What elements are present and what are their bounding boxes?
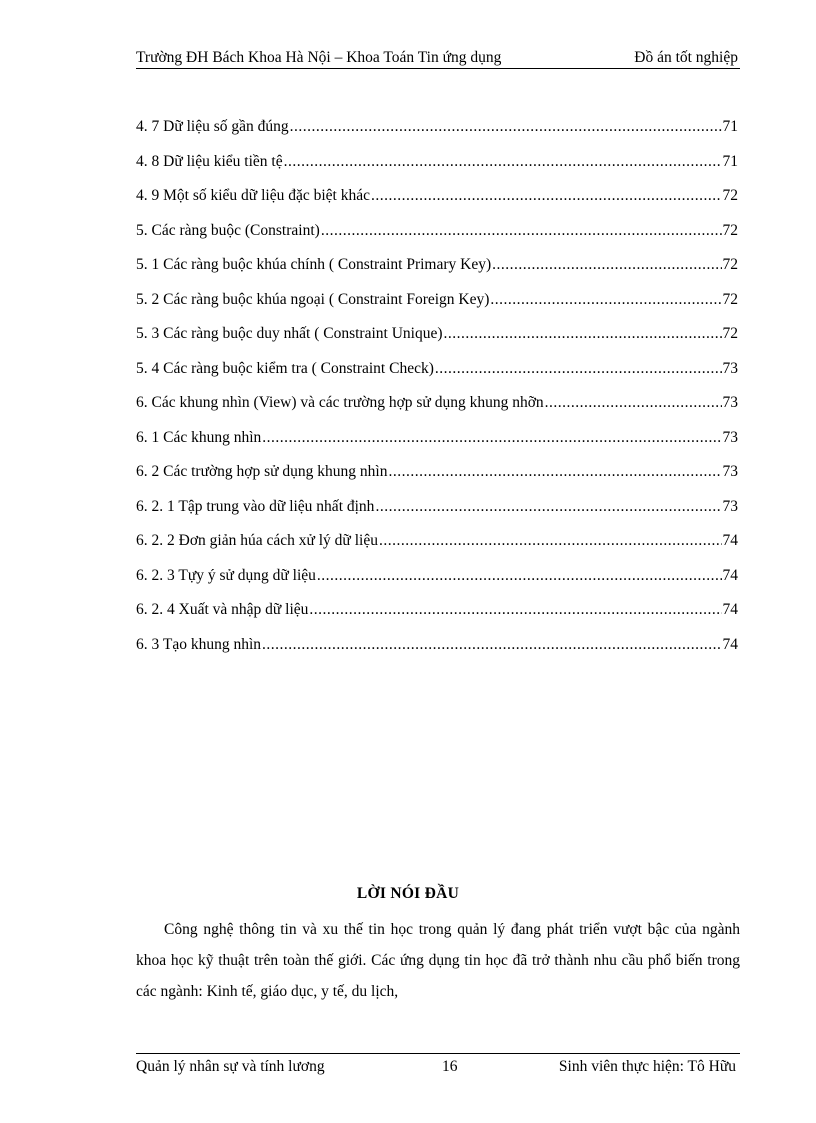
toc-entry-page: 71 <box>722 152 738 170</box>
toc-entry-title: 5. 2 Các ràng buộc khúa ngoại ( Constraint Foreign Key) <box>136 290 490 308</box>
toc-entry[interactable] <box>136 115 738 150</box>
page-header <box>136 48 740 69</box>
toc-entry[interactable] <box>136 357 738 392</box>
toc-entry-title: 6. 2. 2 Đơn giản húa cách xử lý dữ liệu <box>136 532 378 549</box>
toc-entry-page: 71 <box>722 118 738 135</box>
toc-leader <box>309 598 721 622</box>
toc-entry-title: 4. 8 Dữ liệu kiểu tiền tệ <box>136 152 283 170</box>
toc-entry[interactable] <box>136 391 738 426</box>
toc-entry-title: 5. 3 Các ràng buộc duy nhất ( Constraint Unique) <box>136 325 443 342</box>
table-of-contents <box>136 115 738 667</box>
page-number: 16 <box>442 1058 458 1075</box>
toc-entry[interactable] <box>136 495 738 530</box>
toc-entry-page: 72 <box>722 325 738 342</box>
toc-entry-title: 4. 9 Một số kiểu dữ liệu đặc biệt khác <box>136 187 370 204</box>
toc-entry-page: 73 <box>722 497 738 515</box>
toc-entry-page: 72 <box>722 256 738 273</box>
toc-entry-page: 73 <box>722 394 738 411</box>
header-doc-type: Đồ án tốt nghiệp <box>634 49 738 66</box>
toc-leader <box>490 288 721 312</box>
toc-leader <box>290 115 722 139</box>
toc-entry-page: 73 <box>722 463 738 480</box>
toc-entry-page: 72 <box>722 187 738 204</box>
toc-leader <box>545 391 722 415</box>
toc-entry-title: 5. Các ràng buộc (Constraint) <box>136 221 320 239</box>
toc-entry-title: 5. 1 Các ràng buộc khúa chính ( Constraint Primary Key) <box>136 256 492 273</box>
toc-entry-title: 5. 4 Các ràng buộc kiểm tra ( Constraint Check) <box>136 359 434 377</box>
toc-leader <box>284 150 722 174</box>
toc-leader <box>388 460 721 484</box>
toc-entry-title: 6. 2. 1 Tập trung vào dữ liệu nhất định <box>136 497 375 515</box>
toc-entry[interactable] <box>136 529 738 564</box>
toc-entry-page: 72 <box>722 221 738 239</box>
toc-entry[interactable] <box>136 426 738 461</box>
toc-entry-title: 6. Các khung nhìn (View) và các trường hợp sử dụng khung nhỡn <box>136 394 544 411</box>
toc-entry-page: 72 <box>722 290 738 308</box>
toc-entry[interactable] <box>136 253 738 288</box>
intro-paragraph: Công nghệ thông tin và xu thế tin học trong quản lý đang phát triển vượt bậc của ngành khoa học kỹ thuật trên toàn thế giới. Các ứng dụng tin học đã trở thành nhu cầu phổ biến trong các ngành: Kinh tế, giáo dục, y tế, du lịch, <box>136 921 740 1000</box>
toc-entry[interactable] <box>136 288 738 323</box>
toc-entry-page: 74 <box>722 532 738 549</box>
toc-entry[interactable] <box>136 564 738 599</box>
page-footer <box>136 1053 740 1080</box>
toc-entry[interactable] <box>136 219 738 254</box>
toc-leader <box>371 184 722 208</box>
toc-entry[interactable] <box>136 633 738 668</box>
toc-entry[interactable] <box>136 598 738 633</box>
toc-leader <box>435 357 722 381</box>
toc-leader <box>492 253 721 277</box>
toc-entry-title: 6. 1 Các khung nhìn <box>136 428 262 446</box>
toc-entry[interactable] <box>136 150 738 185</box>
toc-leader <box>317 564 722 588</box>
toc-leader <box>321 219 722 243</box>
toc-leader <box>375 495 721 519</box>
toc-leader <box>379 529 722 553</box>
footer-doc-title: Quản lý nhân sự và tính lương <box>136 1058 325 1075</box>
toc-entry-title: 6. 2 Các trường hợp sử dụng khung nhìn <box>136 463 388 480</box>
header-institution: Trường ĐH Bách Khoa Hà Nội – Khoa Toán Tin ứng dụng <box>136 49 502 66</box>
toc-entry-page: 74 <box>722 601 738 618</box>
toc-entry[interactable] <box>136 322 738 357</box>
section-heading: LỜI NÓI ĐẦU <box>356 885 460 902</box>
footer-author: Sinh viên thực hiện: Tô Hữu <box>558 1058 736 1075</box>
toc-entry-title: 6. 2. 3 Tựy ý sử dụng dữ liệu <box>136 566 316 584</box>
toc-leader <box>444 322 722 346</box>
toc-entry-page: 74 <box>722 566 738 584</box>
toc-entry[interactable] <box>136 460 738 495</box>
toc-entry-title: 4. 7 Dữ liệu số gần đúng <box>136 118 289 135</box>
toc-entry-page: 74 <box>722 635 738 653</box>
toc-entry-title: 6. 3 Tạo khung nhìn <box>136 635 261 653</box>
toc-entry[interactable] <box>136 184 738 219</box>
toc-entry-page: 73 <box>722 359 738 377</box>
toc-entry-page: 73 <box>722 428 738 446</box>
toc-leader <box>262 633 722 657</box>
toc-leader <box>262 426 721 450</box>
toc-entry-title: 6. 2. 4 Xuất và nhập dữ liệu <box>136 601 309 618</box>
